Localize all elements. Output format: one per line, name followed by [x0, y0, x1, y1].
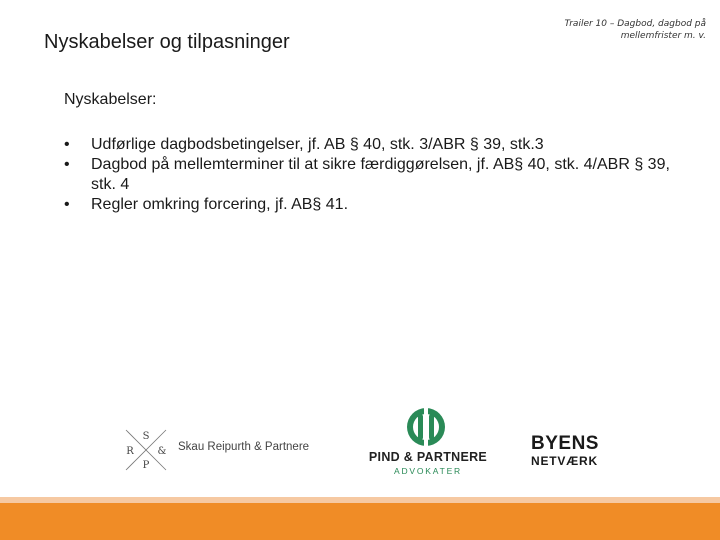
byens-netvaerk-logo: [531, 434, 611, 474]
list-item: [64, 155, 684, 195]
footer-bar: [0, 503, 720, 540]
pind-partnere-subtitle: ADVOKATER: [394, 466, 462, 476]
pind-partnere-logo: [360, 406, 500, 476]
bullet-marker: •: [64, 156, 70, 173]
skau-reipurth-logo: [122, 428, 332, 472]
skau-mark-letter: R: [126, 446, 134, 457]
bullet-text: Dagbod på mellemterminer til at sikre færdiggørelsen, jf. AB§ 40, stk. 4/ABR § 39, stk. 4: [91, 156, 670, 193]
section-heading: Nyskabelser:: [64, 91, 157, 108]
pind-partnere-name: PIND & PARTNERE: [368, 450, 488, 464]
bullet-marker: •: [64, 136, 70, 153]
bullet-text: Regler omkring forcering, jf. AB§ 41.: [91, 196, 349, 213]
byens-line1: BYENS: [531, 433, 599, 454]
list-item: [64, 195, 684, 215]
skau-reipurth-name: Skau Reipurth & Partnere: [178, 441, 310, 453]
skau-mark-letter: &: [157, 446, 167, 457]
bullet-marker: •: [64, 196, 70, 213]
skau-mark-letter: P: [142, 460, 150, 471]
bullet-list: [64, 135, 684, 215]
list-item: [64, 135, 684, 155]
slide-title: Nyskabelser og tilpasninger: [44, 31, 290, 53]
pind-partnere-emblem-icon: [405, 406, 447, 448]
byens-line2: NETVÆRK: [531, 454, 598, 468]
skau-mark-letter: S: [142, 431, 150, 442]
skau-reipurth-mark-icon: [122, 428, 170, 472]
logo-strip: [0, 400, 720, 480]
bullet-text: Udførlige dagbodsbetingelser, jf. AB § 40, stk. 3/ABR § 39, stk.3: [91, 136, 544, 153]
corner-note: Trailer 10 – Dagbod, dagbod på mellemfrister m. v.: [564, 19, 706, 41]
